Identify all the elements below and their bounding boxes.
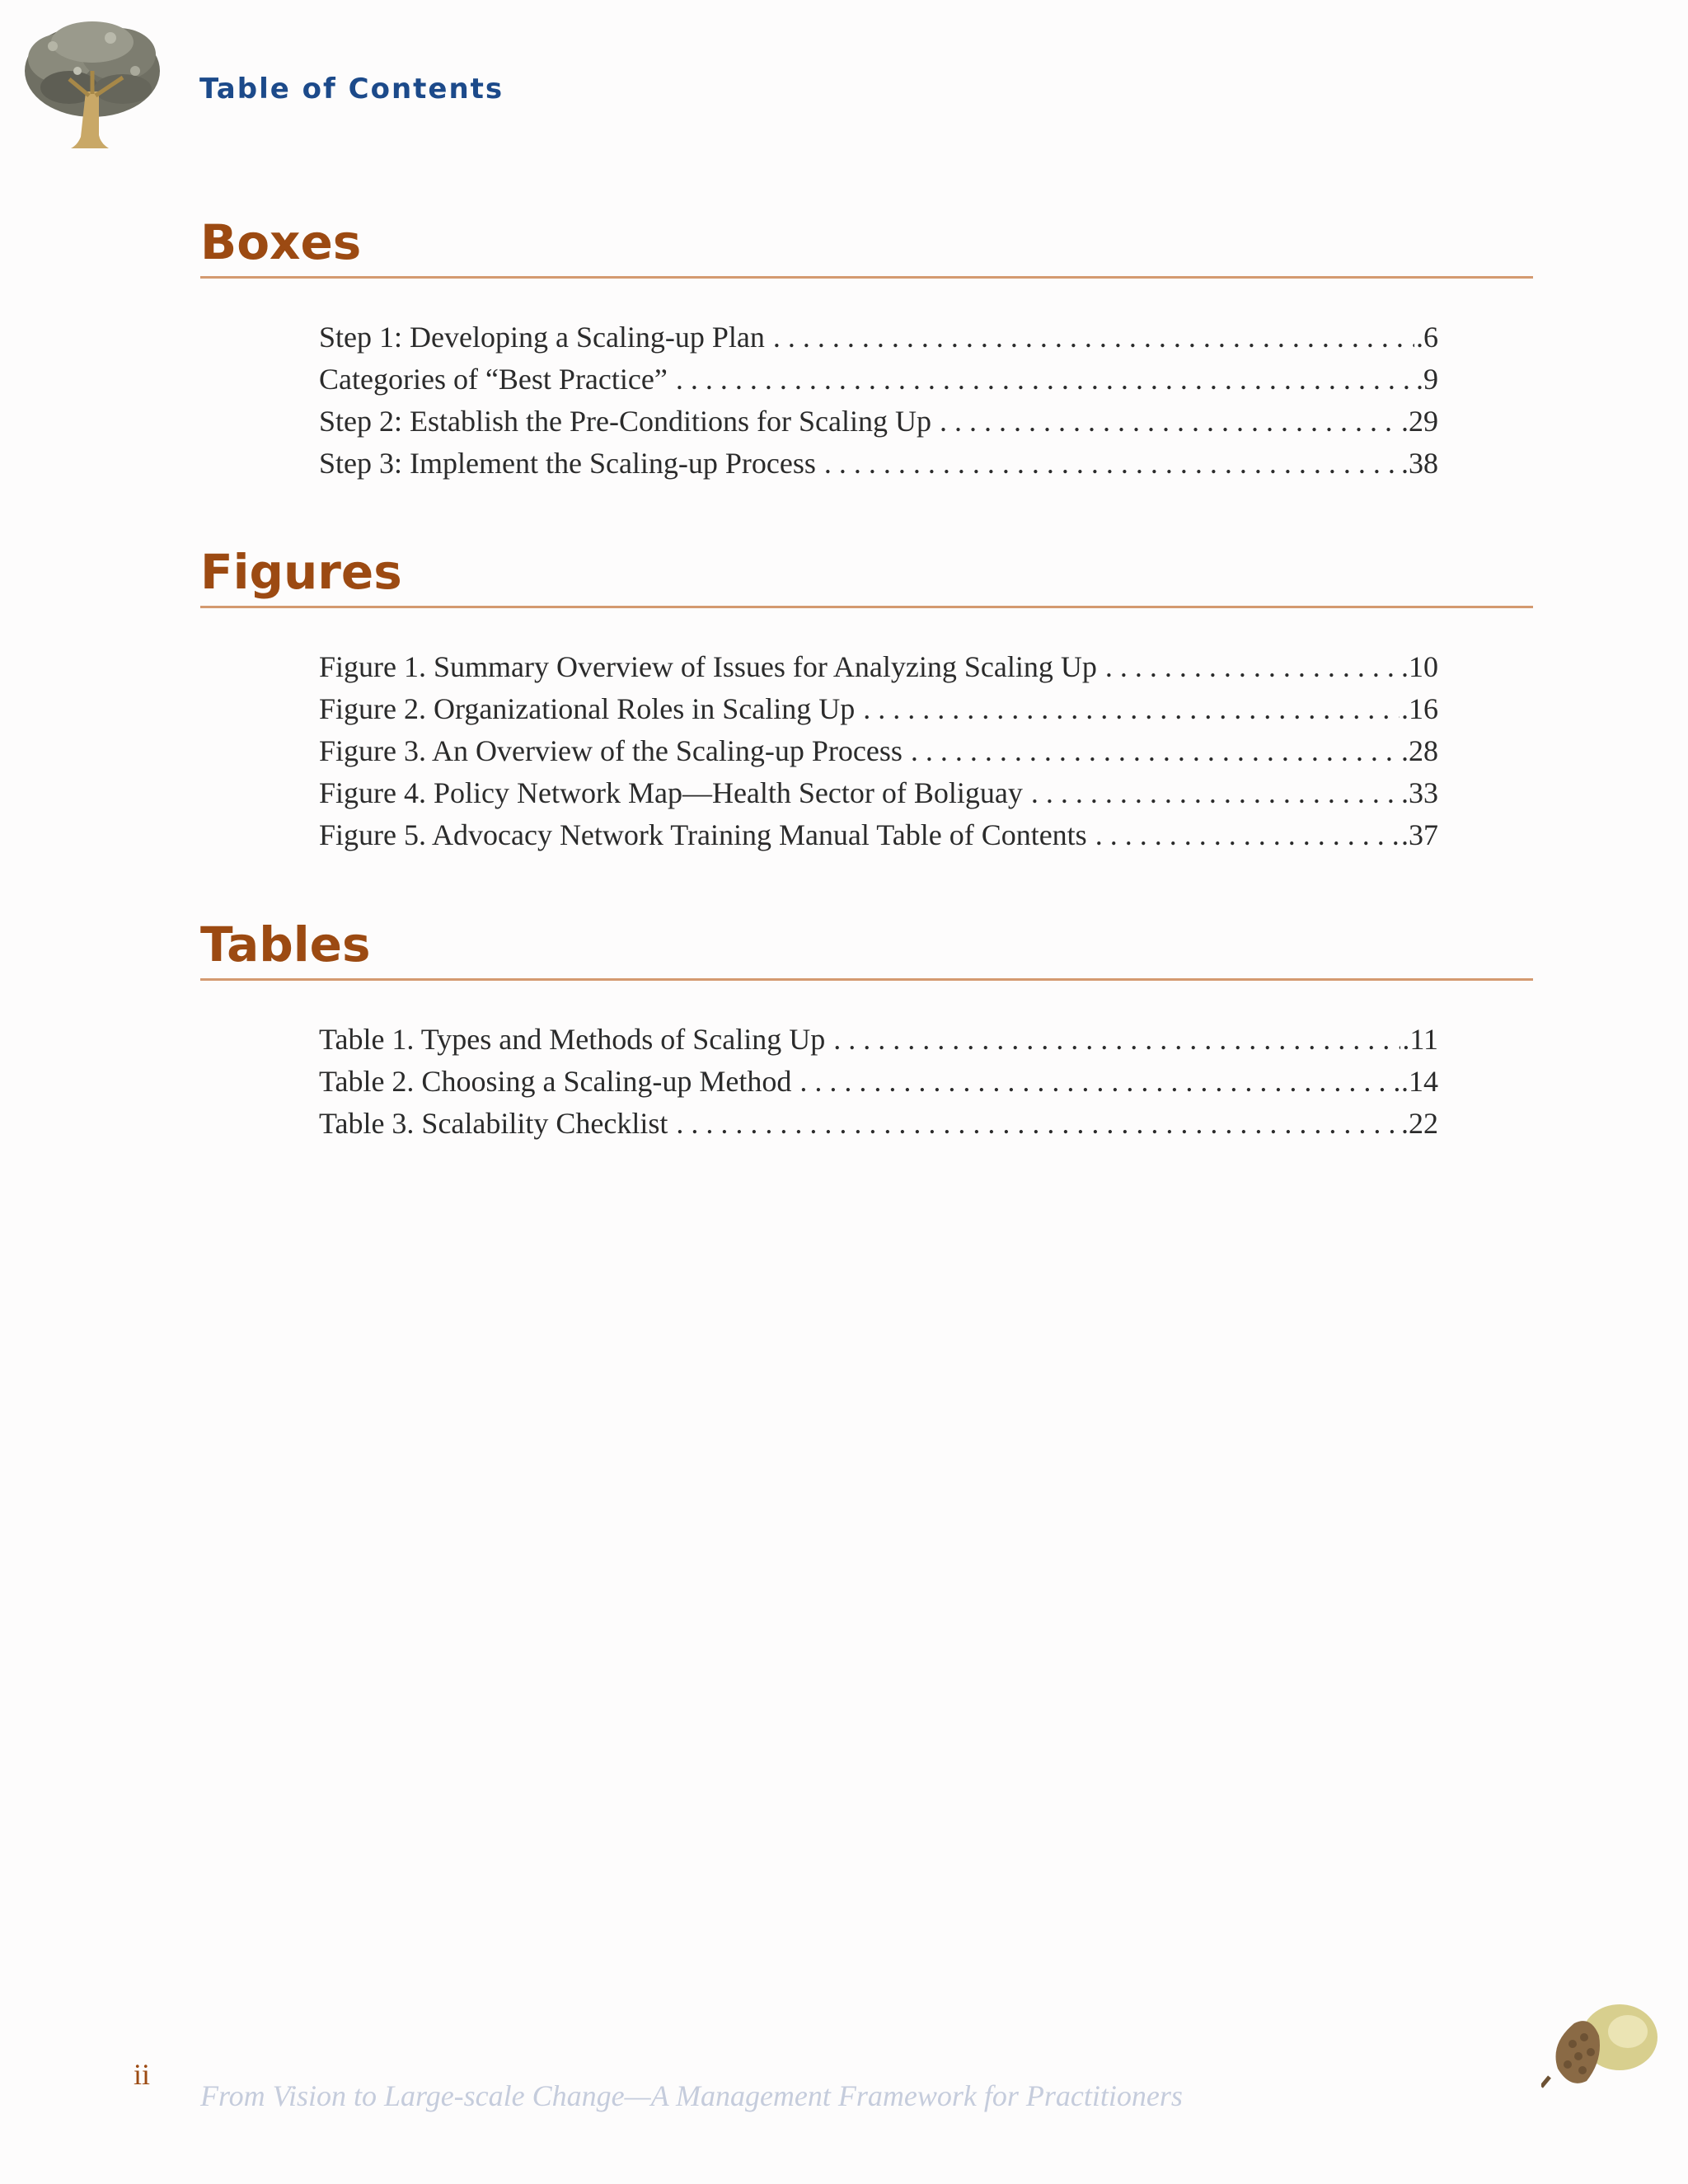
page-number: ii xyxy=(134,2058,151,2091)
dot-leader xyxy=(676,1103,1400,1145)
toc-entry-label: Figure 3. An Overview of the Scaling-up Process xyxy=(319,734,903,767)
toc-entry[interactable] xyxy=(319,359,1438,401)
toc-entry-page: .37 xyxy=(1401,818,1438,851)
toc-entry-label: Step 2: Establish the Pre-Conditions for Scaling Up xyxy=(319,405,931,438)
toc-entry[interactable] xyxy=(319,443,1438,485)
dot-leader xyxy=(863,688,1400,730)
dot-leader xyxy=(1105,646,1400,688)
toc-entry-page: .14 xyxy=(1401,1065,1438,1098)
page-header-title: Table of Contents xyxy=(199,73,504,105)
toc-entry[interactable] xyxy=(319,730,1438,772)
dot-leader xyxy=(1031,772,1400,814)
dot-leader xyxy=(799,1061,1400,1103)
dot-leader xyxy=(676,359,1414,401)
toc-entry[interactable] xyxy=(319,1061,1438,1103)
toc-entry-label: Figure 4. Policy Network Map—Health Sector of Boliguay xyxy=(319,776,1023,809)
toc-section-boxes xyxy=(200,214,1533,485)
toc-entry-label: Figure 5. Advocacy Network Training Manual Table of Contents xyxy=(319,818,1087,851)
toc-entry[interactable] xyxy=(319,772,1438,814)
toc-entry[interactable] xyxy=(319,646,1438,688)
toc-entry-page: .9 xyxy=(1416,363,1438,396)
dot-leader xyxy=(911,730,1400,772)
toc-entry-label: Figure 2. Organizational Roles in Scaling Up xyxy=(319,692,856,725)
dot-leader xyxy=(824,443,1400,485)
dot-leader xyxy=(773,316,1414,359)
toc-entry[interactable] xyxy=(319,316,1438,359)
toc-entry-page: .28 xyxy=(1401,734,1438,767)
toc-entry-label: Table 1. Types and Methods of Scaling Up xyxy=(319,1023,826,1056)
section-heading: Boxes xyxy=(200,218,1533,279)
toc-entry-page: .6 xyxy=(1416,321,1438,354)
toc-entry-page: .11 xyxy=(1402,1023,1438,1056)
oak-tree-icon xyxy=(20,13,168,153)
acorn-icon xyxy=(1541,1986,1665,2102)
toc-entry[interactable] xyxy=(319,1103,1438,1145)
section-heading: Figures xyxy=(200,548,1533,608)
toc-section-figures xyxy=(200,544,1533,856)
footer-running-title: From Vision to Large-scale Change—A Management Framework for Practitioners xyxy=(200,2079,1183,2112)
toc-entry-page: .10 xyxy=(1401,650,1438,683)
toc-entry-label: Step 1: Developing a Scaling-up Plan xyxy=(319,321,765,354)
toc-entry[interactable] xyxy=(319,688,1438,730)
toc-list xyxy=(319,646,1438,856)
toc-entry-label: Categories of “Best Practice” xyxy=(319,363,668,396)
toc-entry[interactable] xyxy=(319,401,1438,443)
toc-entry[interactable] xyxy=(319,814,1438,856)
toc-section-tables xyxy=(200,916,1533,1145)
toc-list xyxy=(319,1019,1438,1145)
dot-leader xyxy=(940,401,1400,443)
toc-entry-page: .16 xyxy=(1401,692,1438,725)
toc-entry-page: .22 xyxy=(1401,1107,1438,1140)
dot-leader xyxy=(1095,814,1400,856)
dot-leader xyxy=(833,1019,1400,1061)
section-heading: Tables xyxy=(200,921,1533,981)
toc-entry-label: Step 3: Implement the Scaling-up Process xyxy=(319,447,816,480)
toc-entry-page: .38 xyxy=(1401,447,1438,480)
toc-entry[interactable] xyxy=(319,1019,1438,1061)
toc-list xyxy=(319,316,1438,485)
toc-entry-page: .33 xyxy=(1401,776,1438,809)
toc-entry-page: .29 xyxy=(1401,405,1438,438)
toc-entry-label: Table 3. Scalability Checklist xyxy=(319,1107,668,1140)
toc-entry-label: Figure 1. Summary Overview of Issues for Analyzing Scaling Up xyxy=(319,650,1097,683)
toc-entry-label: Table 2. Choosing a Scaling-up Method xyxy=(319,1065,792,1098)
